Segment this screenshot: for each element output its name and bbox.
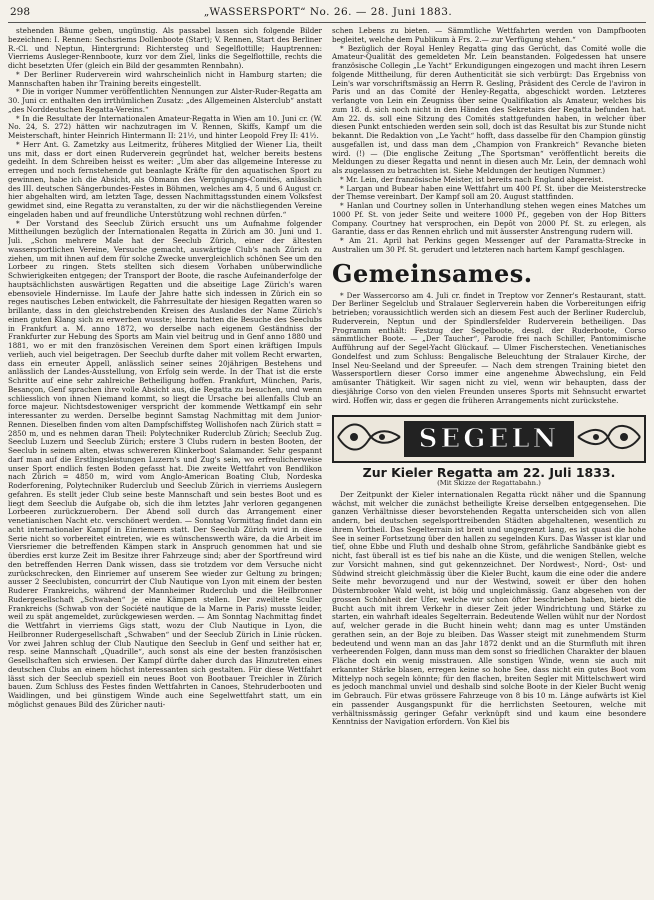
section-heading-gemeinsames: Gemeinsames.: [332, 258, 533, 288]
page-number: 298: [10, 6, 31, 18]
left-paragraph: * Der Berliner Ruderverein wird wahrscheinlich nicht in Hamburg starten; die Mannschaften haben ihr Training bereits eingestellt.: [8, 69, 322, 88]
issue-title: „WASSERSPORT“ No. 26. — 28. Juni 1883.: [203, 6, 453, 18]
ornament-left-icon: [334, 417, 404, 457]
running-head: [8, 6, 646, 23]
segeln-paragraph: Der Zeitpunkt der Kieler internationalen Regatta rückt näher und die Spannung wächst, mit welcher die zunächst betheiligte Kreise derselben entgegensehen. Die ganzen Verhältnisse dieser bevorstehenden Regatta unterscheiden sich von allen andern, bei deutschen segelsporttreibenden Städten abgehaltenen, wesentlich zu ihrem Vortheil. Das Segelterrain ist breit und ungegrenzt lang, es ist quasi die hohe See in seiner Fortsetzung über den hallen zu segelnden Kurs. Das Wasser ist klar und tief, ohne Ebbe und Fluth und deshalb ohne Strom, gefährliche Sandbänke giebt es nicht, fast überall ist es tief bis nahe an die Küste, und die wenigen Stellen, welche zur Vorsicht mahnen, sind gut gekennzeichnet. Der Nordwest-, Nord-, Ost- und Südwind streicht gleichmässig über die Kieler Bucht, kaum die eine oder die andere Seite mehr bevorzugend und nur der Westwind, soweit er über den hohen Düsternbrooker Wald weht, ist böig und ungleichmässig. Ganz abgesehen von der grossen Schönheit der Ufer, welche wir schon öfter beschrieben haben, bietet die Bucht auch mit ihrem Verkehr in dieser Zeit jeder Windrichtung und Stärke zu starten, ein wahrhaft ideales Segelterrain. Bedeutende Wellen wühlt nur der Nordost auf, welcher gerade in die Bucht hinein weht; dann mag es unter Umständen gerathen sein, an der Boje zu bleiben. Das Wasser steigt mit zunehmendem Sturm bedeutend und wenn man an das Jahr 1872 denkt und an die Sturmfluth mit ihren verheerenden Folgen, dann muss man dem sonst so friedlichen Charakter der blauen Fläche doch ein wenig misstrauen. Alle sonstigen Winde, wenn sie auch mit erkannter Stärke blasen, erregen keine so hohe See, dass nicht ein gutes Boot vom Mittelyp noch segeln könnte; für den flachen, breiten Segler mit Mittelschwert wird es jedoch manchmal unviel und deshalb sind solche Boote in der Kieler Bucht wenig im Gebrauch. Für etwas grössere Fahrzeuge von 8 bis 10 m. Länge aufwärts ist Kiel ein passender Ausgangspunkt für die herrlichsten Seetouren, welche mit verhältnissmässig geringer Gefahr verknüpft sind und kaum eine besondere Kenntniss der Navigation erfordern. Von Kiel bis: [332, 489, 646, 727]
gemeinsames-paragraph: * Der Wassercorso am 4. Juli cr. findet in Treptow vor Zenner's Restaurant, statt. Der Berliner Segelclub und Stralauer Seglerverein haben die Vorbereitungen eifrig betrieben; voraussichtlich werden sich an diesem Fest auch der Berliner Ruderclub, Ruderverein, Neptun und der Spindlersfelder Ruderverein betheiligen. Das Programm enthält: Festzug der Segelboote, desgl. der Ruderboote, Corso sämmtlicher Boote. — „Der Taucher“, Parodie frei nach Schiller, Pantomimische Aufführung auf der Segel-Yacht Glückauf. — Ulmer Fischerstechen. Venetianisches Gondelfest und zum Schluss: Bengalische Beleuchtung der Stralauer Kirche, der Insel Neu-Seeland und der Spreeufer. — Nach dem strengen Training bietet den Wassersportlern dieser Corso immer eine angenehme Abwechslung, ein Feld amüsanter Thätigkeit. Wir sagen nicht zu viel, wenn wir behaupten, dass der diesjährige Corso von den vielen Freunden unseres Sports mit Sehnsucht erwartet wird. Hoffen wir, dass er gegen die früheren Arrangements nicht zurückstehe.: [332, 290, 646, 405]
left-paragraph: stehenden Bäume geben, ungünstig. Als passabel lassen sich folgende Bilder bezeichnen: I. Rennen: Sechsriems Dollenboote (Start); V. Rennen, Start des Berliner R.-Cl. und Neptun, Hintergrund: Richtersteg und Segelflottille; Hauptrennen: Vierriems Ausleger-Rennboote, kurz vor dem Ziel, links die Segelflottille, rechts die dicht besetzten Ufer (gleich ein Bild der gesammten Rennbahn).: [8, 27, 322, 70]
newspaper-page: [8, 6, 646, 894]
right-paragraph: * Hanlan und Courtney sollen in Unterhandlung stehen wegen eines Matches um 1000 Pf. St. von jeder Seite und weitere 1000 Pf., gegeben von der Hop Bitters Company. Courtney hat versprochen, ein Depôt von 2000 Pf. St. zu erlegen, als Garantie, dass er das Rennen ehrlich und mit äusserster Anstrengung rudern will.: [332, 201, 646, 237]
right-paragraph: * Mr. Lein, der französische Meister, ist bereits nach England abgereist.: [340, 174, 604, 184]
left-paragraph: * Die in voriger Nummer veröffentlichten Nennungen zur Alster-Ruder-Regatta am 30. Juni cr. enthalten den irrthümlichen Zusatz: „des Allgemeinen Alsterclub“ anstatt „des Norddeutschen Regatta-Vereins.“: [8, 87, 322, 114]
article-subtitle: (Mit Skizze der Regattabahn.): [437, 479, 541, 487]
right-paragraph: * Am 21. April hat Perkins gegen Messenger auf der Paramatta-Strecke in Australien um 30 Pf. St. gerudert und letzteren nach hartem Kampf geschlagen.: [332, 236, 646, 254]
right-paragraph: schen Lebens zu bieten. — Sämmtliche Wettfahrten werden von Dampfbooten begleitet, welche dem Publikum à Frs. 2.— zur Verfügung stehen.“: [332, 27, 646, 44]
left-paragraph: * In die Resultate der Internationalen Amateur-Regatta in Wien am 10. Juni cr. (W. No. 24, S. 272) hätten wir nachzutragen im V. Rennen, Skiffs, Kampf um die Meisterschaft, hinter Heinrich Hintermann II: 21½, und hinter Leopold Frey II: 41½.: [8, 113, 322, 140]
segeln-banner-word: SEGELN: [404, 421, 574, 457]
right-paragraph: * Bezüglich der Royal Henley Regatta ging das Gerücht, das Comité wolle die Amateur-Qualität des gemeldeten Mr. Lein beanstanden. Folgedessen hat unsere französische Collegin „Le Yacht“ Erkundigungen eingezogen und macht ihren Lesern folgende Mittheilung, für deren Authenticität sie sich verbürgt: Das Ergebniss von Lein's war vorschriftsmässig an Herrn R. Gesling, Präsident des Cercle de l'aviron in Paris und an das Comité der Henley-Regatta, abgeschickt worden. Letzteres verlangte von Lein ein Zeugniss über seine Qualifikation als Amateur, welches bis zum 18. d. sich noch nicht in den Händen des Sekretairs der Regatta befunden hat. Am 22. ds. soll eine Sitzung des Comités stattgefunden haben, in welcher über diesen Punkt entschieden werden sein soll, doch ist das Resultat bis zur Stunde nicht bekannt. Die Redaktion von „Le Yacht“ hofft, dass dasselbe für den Champion günstig ausgefallen ist, und dass man dem „Champion von Frankreich“ Revanche bieten wird. (!) — (Die englische Zeitung „The Sportsman“ veröffentlicht bereits die Meldungen zu dieser Regatta und nennt in diesen auch Mr. Lein, der demnach wohl als zugelassen zu betrachten ist. Siehe Meldungen der heutigen Nummer.): [332, 43, 646, 175]
segeln-banner: [332, 415, 646, 463]
article-title: Zur Kieler Regatta am 22. Juli 1833.: [362, 465, 616, 481]
left-paragraph: * Der Vorstand des Seeclub Zürich ersucht uns um Aufnahme folgender Mittheilungen bezüglich der Internationalen Regatta in Zürich am 30. Juni und 1. Juli. „Schon mehrere Male hat der Seeclub Zürich, einer der ältesten wassersportlichen Vereine, Versuche gemacht, auswärtige Club's nach Zürich zu ziehen, um mit ihnen auf dem für solche Zwecke unvergleichlich schönen See um den Lorbeer zu ringen. Stets stellten sich diesem Vorhaben unüberwindliche Schwierigkeiten entgegen; der Transport der Boote, die rasche Aufeinanderfolge der hauptsächlichsten auswärtigen Regatten und die abseitige Lage Zürich's waren ebensoviele Hindernisse. Im Laufe der Jahre hatte sich indessen in Zürich ein so reges nautisches Leben entwickelt, die Fahrresultate der hiesigen Regatten waren so brillante, dass in den gleichstrebenden Kreisen des Auslandes der Name Zürich's einen guten Klang sich zu erwerben wusste; hierzu hatten die Besuche des Seeclubs in Frankfurt a. M. anno 1872, wo derselbe nach eigenem Geständniss der Frankfurter zur Hebung des Sports am Main viel beitrug und in Genf anno 1880 und 1881, wo er mit den französischen Vereinen dem Sport einen kräftigen Impuls verlieh, auch viel beigetragen. Der Seeclub durfte daher mit vollem Recht erwarten, dass ein erneuter Appell, anlässlich seiner seines 20jährigen Bestehens und anlässlich der Landes-Ausstellung, von Erfolg sein werde. In der That ist die erste Schritte auf eine sehr zahlreiche Betheiligung hoffen. Frankfurt, München, Paris, Besançon, Genf sprachen ihre volle Absicht aus, die Regatta zu besuchen, und wenn schliesslich von ihnen Niemand kommt, so liegt die Ursache bei allenfalls Club an force majeur. Nichtsdestoweniger verspricht der kommende Wettkampf ein sehr interessanter zu werden. Derselbe beginnt Samstag Nachmittag mit dem Junior-Rennen. Dieselben finden vom alten Dampfschiffsteg Wollishofen nach Zürich statt = 2850 m, und es nehmen daran Theil: Polytechniker Ruderclub Zürich; Seeclub Zug. Seeclub Luzern und Seeclub Zürich; erstere 3 Clubs rudern in besten Booten, der Seeclub in seinem alten, etwas schwereren Klinkerboot Salamander. Sehr gespannt darf man auf die Erstlingsleistungen Luzern's und Zug's sein, wo erfreulicherweise unser Sport endlich festen Boden gefasst hat. Die zweite Wettfahrt von Bendlikon nach Zürich = 4850 m, wird vom Anglo-American Boating Club, Nordeska Roderforening, Polytechniker Ruderclub und Seeclub Zürich in vierriems Auslegern gefahren. Es stellt jeder Club seine beste Mannschaft und sein bestes Boot und es liegt dem Seeclub die Aufgabe ob, sich die ihm letztes Jahr verloren gegangenen Lorbeeren zurückzuerobern. Der Abend soll durch das Arrangement einer venetianischen Nacht etc. verschönert werden. — Sonntag Vormittag findet dann ein acht internationaler Kampf in Einriemern statt. Der Seeclub Zürich wird in diese Serie nicht so vorbereitet eintreten, wie es wünschenswerth wäre, da die Arbeit im Viersriemer die betreffenden Kämpen stark in Anspruch genommen hat und sie überdies erst kurze Zeit im Besitze ihrer Fahrzeuge sind; aber der Sportfreund wird den betreffenden Herren Dank wissen, dass sie trotzdem vor dem Versuche nicht zurückschrecken, den Einriemer auf unserem See wieder zur Geltung zu bringen; ausser 2 Seeclubisten, concurrirt der Club Nautique von Lyon mit einem der besten Ruderer Frankreichs, während der Mannheimer Ruderclub und die Heilbronner Rudergesellschaft „Schwaben“ je eine Kämpen stellen. Der zweiltete Sculler Frankreichs (Schwab von der Société nautique de la Marne in Paris) musste leider, weil zu spät angemeldet, zurückgewiesen werden. — Am Sonntag Nachmittag findet die Wettfahrt in vierriems Gigs statt, wozu der Club Nautique in Lyon, die Heilbronner Rudergesellschaft „Schwaben“ und der Seeclub Zürich in Linie rücken. Vor zwei Jahren schlug der Club Nautique den Seeclub in Genf und seither hat er, resp. seine Mannschaft „Quadrille“, auch sonst als eine der besten französischen Gesellschaften sich erwiesen. Der Kampf dürfte daher durch das Hinzutreten eines deutschen Clubs an einem höchst interessanten sich gestalten. Für diese Wettfahrt lässt sich der Seeclub speziell ein neues Boot von Bootbauer Treichler in Zürich bauen. Zum Schluss des Festes finden Wettfahrten in Canoes, Stehruderbooten und Waidlingen, und bei günstigem Winde auch eine Segelwettfahrt statt, um ein möglichst genaues Bild des Züricher nauti-: [8, 218, 322, 709]
right-paragraph: * Largan und Bubear haben eine Wettfahrt um 400 Pf. St. über die Meisterstrecke der Themse vereinbart. Der Kampf soll am 20. August stattfinden.: [332, 183, 646, 202]
right-column: [332, 27, 646, 893]
left-paragraph: * Herr Ant. G. Zametzky aus Leitmeritz, früheres Mitglied der Wiener Lia, theilt uns mit, dass er dort einen Ruderverein gegründet hat, welcher bereits bestens gedeiht. In dem Schreiben heisst es weiter: „Um aber das allgemeine Interesse zu erregen und noch fernstehende gut beanlagte Kräfte für den aquatischen Sport zu gewinnen, habe ich die Absicht, als Obmann des Vergnügungs-Comités, anlässlich des III. deutschen Sängerbundes-Festes in Böhmen, welches am 4, 5 und 6 August cr. hier abgehalten wird, am letzten Tage, dessen Nachmittagsstunden einem Volksfest gewidmet sind, eine Regatta zu veranstalten, zu der wir die nächstliegenden Vereine eingeladen haben und auf freundliche Unterstützung wohl rechnen dürfen.“: [8, 139, 322, 219]
columns: [8, 27, 646, 893]
left-column: [8, 27, 322, 893]
ornament-right-icon: [574, 417, 644, 457]
